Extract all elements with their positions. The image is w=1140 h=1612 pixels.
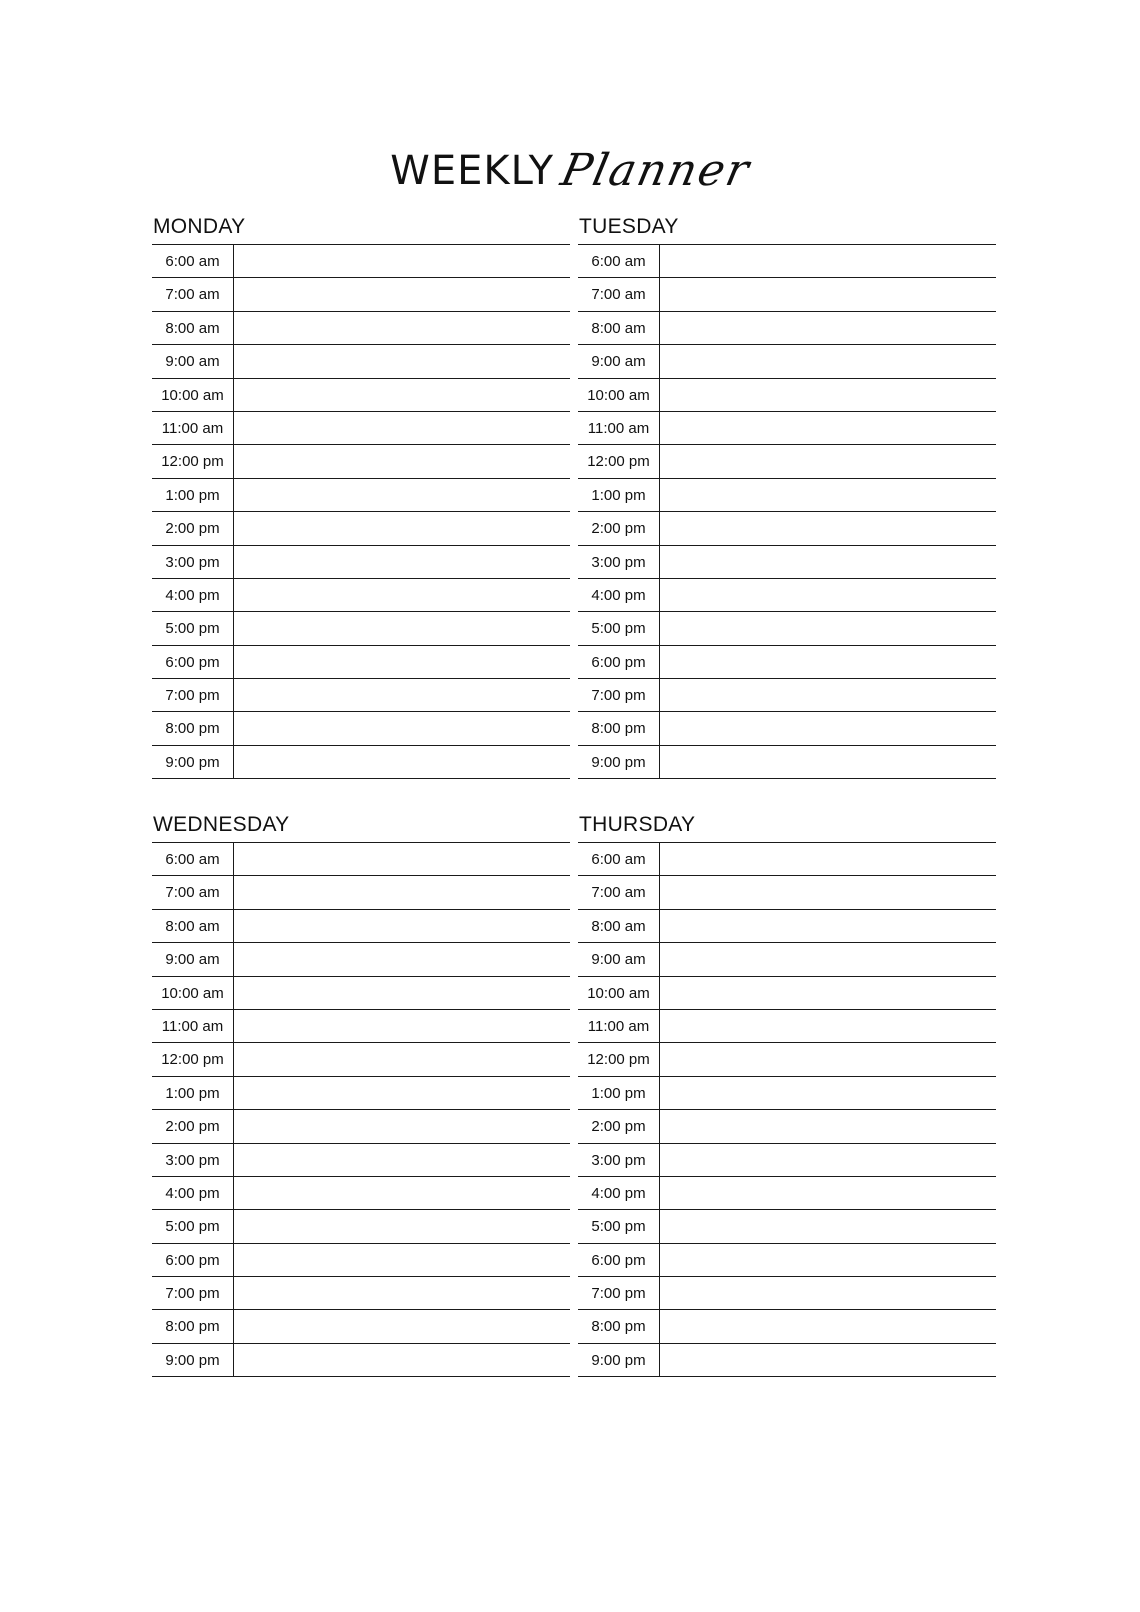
time-label: 3:00 pm xyxy=(152,546,234,578)
time-label: 4:00 pm xyxy=(152,579,234,611)
entry-slot[interactable] xyxy=(660,1144,996,1176)
time-row xyxy=(152,977,570,1010)
time-label: 2:00 pm xyxy=(578,512,660,544)
time-row xyxy=(578,746,996,779)
time-label: 6:00 am xyxy=(152,843,234,875)
time-label: 9:00 pm xyxy=(152,1344,234,1376)
entry-slot[interactable] xyxy=(234,646,570,678)
time-label: 3:00 pm xyxy=(578,1144,660,1176)
entry-slot[interactable] xyxy=(234,943,570,975)
time-row xyxy=(152,412,570,445)
time-label: 5:00 pm xyxy=(578,612,660,644)
time-label: 4:00 pm xyxy=(152,1177,234,1209)
entry-slot[interactable] xyxy=(234,278,570,310)
entry-slot[interactable] xyxy=(660,512,996,544)
entry-slot[interactable] xyxy=(660,245,996,277)
time-row xyxy=(152,379,570,412)
time-label: 8:00 am xyxy=(578,910,660,942)
time-row xyxy=(578,843,996,876)
time-rows xyxy=(152,842,570,1377)
time-label: 6:00 am xyxy=(578,245,660,277)
entry-slot[interactable] xyxy=(660,546,996,578)
time-row xyxy=(152,1077,570,1110)
time-label: 5:00 pm xyxy=(152,1210,234,1242)
time-row xyxy=(152,278,570,311)
time-label: 2:00 pm xyxy=(152,512,234,544)
entry-slot[interactable] xyxy=(234,712,570,744)
time-label: 2:00 pm xyxy=(578,1110,660,1142)
time-row xyxy=(152,1144,570,1177)
entry-slot[interactable] xyxy=(234,412,570,444)
entry-slot[interactable] xyxy=(660,843,996,875)
entry-slot[interactable] xyxy=(234,1310,570,1342)
time-row xyxy=(578,345,996,378)
entry-slot[interactable] xyxy=(234,612,570,644)
time-row xyxy=(152,312,570,345)
entry-slot[interactable] xyxy=(660,579,996,611)
entry-slot[interactable] xyxy=(660,679,996,711)
entry-slot[interactable] xyxy=(234,379,570,411)
entry-slot[interactable] xyxy=(660,1043,996,1075)
entry-slot[interactable] xyxy=(660,1310,996,1342)
entry-slot[interactable] xyxy=(660,746,996,778)
entry-slot[interactable] xyxy=(660,646,996,678)
time-label: 11:00 am xyxy=(578,1010,660,1042)
time-label: 7:00 am xyxy=(152,876,234,908)
day-block-wednesday xyxy=(152,811,570,1377)
time-label: 12:00 pm xyxy=(152,445,234,477)
time-label: 6:00 am xyxy=(578,843,660,875)
time-row xyxy=(152,1043,570,1076)
entry-slot[interactable] xyxy=(660,479,996,511)
time-row xyxy=(152,712,570,745)
time-label: 7:00 pm xyxy=(152,679,234,711)
entry-slot[interactable] xyxy=(660,712,996,744)
time-row xyxy=(578,876,996,909)
time-row xyxy=(152,1010,570,1043)
time-row xyxy=(578,512,996,545)
title-script-text: Planner xyxy=(556,145,756,196)
time-row xyxy=(578,379,996,412)
entry-slot[interactable] xyxy=(660,278,996,310)
time-row xyxy=(578,312,996,345)
time-label: 8:00 pm xyxy=(152,1310,234,1342)
entry-slot[interactable] xyxy=(234,1043,570,1075)
time-rows xyxy=(578,842,996,1377)
time-row xyxy=(152,479,570,512)
entry-slot[interactable] xyxy=(660,1344,996,1376)
time-row xyxy=(152,843,570,876)
time-label: 1:00 pm xyxy=(578,479,660,511)
time-row xyxy=(152,345,570,378)
entry-slot[interactable] xyxy=(660,977,996,1009)
time-row xyxy=(578,1177,996,1210)
time-row xyxy=(578,679,996,712)
time-label: 12:00 pm xyxy=(578,1043,660,1075)
entry-slot[interactable] xyxy=(660,1110,996,1142)
time-label: 8:00 am xyxy=(578,312,660,344)
entry-slot[interactable] xyxy=(234,746,570,778)
time-label: 10:00 am xyxy=(578,379,660,411)
time-label: 9:00 am xyxy=(578,345,660,377)
entry-slot[interactable] xyxy=(234,977,570,1009)
time-label: 9:00 am xyxy=(152,943,234,975)
day-name: MONDAY xyxy=(153,215,246,238)
time-label: 6:00 pm xyxy=(152,646,234,678)
time-label: 1:00 pm xyxy=(152,1077,234,1109)
time-row xyxy=(152,245,570,278)
entry-slot[interactable] xyxy=(234,445,570,477)
time-row xyxy=(578,1010,996,1043)
entry-slot[interactable] xyxy=(234,1177,570,1209)
entry-slot[interactable] xyxy=(660,445,996,477)
time-label: 4:00 pm xyxy=(578,1177,660,1209)
entry-slot[interactable] xyxy=(234,876,570,908)
time-row xyxy=(152,512,570,545)
time-label: 12:00 pm xyxy=(578,445,660,477)
entry-slot[interactable] xyxy=(660,910,996,942)
entry-slot[interactable] xyxy=(660,876,996,908)
time-label: 7:00 pm xyxy=(578,1277,660,1309)
time-row xyxy=(578,1210,996,1243)
entry-slot[interactable] xyxy=(234,479,570,511)
time-label: 6:00 pm xyxy=(578,646,660,678)
time-row xyxy=(578,245,996,278)
time-row xyxy=(578,278,996,311)
time-label: 3:00 pm xyxy=(578,546,660,578)
time-row xyxy=(578,1344,996,1377)
entry-slot[interactable] xyxy=(660,1244,996,1276)
time-label: 7:00 pm xyxy=(152,1277,234,1309)
time-label: 7:00 am xyxy=(152,278,234,310)
time-label: 8:00 pm xyxy=(578,712,660,744)
entry-slot[interactable] xyxy=(234,1077,570,1109)
time-row xyxy=(578,712,996,745)
entry-slot[interactable] xyxy=(234,546,570,578)
time-label: 7:00 am xyxy=(578,278,660,310)
time-label: 5:00 pm xyxy=(578,1210,660,1242)
time-label: 11:00 am xyxy=(152,412,234,444)
time-label: 8:00 am xyxy=(152,910,234,942)
time-row xyxy=(578,910,996,943)
time-label: 7:00 pm xyxy=(578,679,660,711)
day-name: TUESDAY xyxy=(579,215,679,238)
time-row xyxy=(578,646,996,679)
entry-slot[interactable] xyxy=(660,312,996,344)
time-row xyxy=(152,1310,570,1343)
time-row xyxy=(578,445,996,478)
time-label: 9:00 am xyxy=(152,345,234,377)
entry-slot[interactable] xyxy=(234,843,570,875)
time-row xyxy=(578,1277,996,1310)
time-label: 9:00 pm xyxy=(152,746,234,778)
time-row xyxy=(152,579,570,612)
time-label: 8:00 pm xyxy=(578,1310,660,1342)
time-row xyxy=(152,943,570,976)
day-block-monday xyxy=(152,213,570,779)
entry-slot[interactable] xyxy=(234,910,570,942)
entry-slot[interactable] xyxy=(660,345,996,377)
entry-slot[interactable] xyxy=(660,412,996,444)
entry-slot[interactable] xyxy=(234,1277,570,1309)
time-row xyxy=(578,479,996,512)
entry-slot[interactable] xyxy=(234,1144,570,1176)
time-row xyxy=(152,1210,570,1243)
entry-slot[interactable] xyxy=(234,1010,570,1042)
time-label: 2:00 pm xyxy=(152,1110,234,1142)
time-label: 8:00 pm xyxy=(152,712,234,744)
entry-slot[interactable] xyxy=(234,1344,570,1376)
entry-slot[interactable] xyxy=(660,379,996,411)
time-label: 5:00 pm xyxy=(152,612,234,644)
time-rows xyxy=(578,244,996,779)
time-label: 12:00 pm xyxy=(152,1043,234,1075)
time-row xyxy=(578,1144,996,1177)
time-row xyxy=(152,445,570,478)
time-rows xyxy=(152,244,570,779)
entry-slot[interactable] xyxy=(660,943,996,975)
time-label: 3:00 pm xyxy=(152,1144,234,1176)
time-row xyxy=(578,1043,996,1076)
time-label: 11:00 am xyxy=(578,412,660,444)
time-label: 7:00 am xyxy=(578,876,660,908)
time-row xyxy=(152,546,570,579)
time-row xyxy=(578,977,996,1010)
time-label: 9:00 pm xyxy=(578,746,660,778)
time-row xyxy=(152,612,570,645)
time-row xyxy=(578,612,996,645)
time-label: 10:00 am xyxy=(578,977,660,1009)
entry-slot[interactable] xyxy=(660,1010,996,1042)
time-row xyxy=(578,1244,996,1277)
entry-slot[interactable] xyxy=(234,245,570,277)
entry-slot[interactable] xyxy=(660,612,996,644)
time-row xyxy=(152,1244,570,1277)
time-label: 6:00 pm xyxy=(578,1244,660,1276)
entry-slot[interactable] xyxy=(234,1244,570,1276)
time-label: 1:00 pm xyxy=(152,479,234,511)
time-row xyxy=(152,1177,570,1210)
entry-slot[interactable] xyxy=(234,345,570,377)
entry-slot[interactable] xyxy=(660,1177,996,1209)
day-block-tuesday xyxy=(578,213,996,779)
time-label: 11:00 am xyxy=(152,1010,234,1042)
planner-title xyxy=(0,145,1140,196)
time-row xyxy=(578,579,996,612)
time-row xyxy=(152,876,570,909)
entry-slot[interactable] xyxy=(660,1210,996,1242)
time-label: 6:00 am xyxy=(152,245,234,277)
time-row xyxy=(578,1110,996,1143)
time-label: 9:00 pm xyxy=(578,1344,660,1376)
entry-slot[interactable] xyxy=(234,1210,570,1242)
time-row xyxy=(578,1077,996,1110)
time-row xyxy=(152,1110,570,1143)
entry-slot[interactable] xyxy=(660,1077,996,1109)
time-label: 8:00 am xyxy=(152,312,234,344)
time-row xyxy=(152,910,570,943)
title-main-text: WEEKLY xyxy=(390,147,555,194)
time-row xyxy=(578,1310,996,1343)
entry-slot[interactable] xyxy=(234,579,570,611)
time-label: 4:00 pm xyxy=(578,579,660,611)
time-row xyxy=(152,1344,570,1377)
time-label: 10:00 am xyxy=(152,977,234,1009)
entry-slot[interactable] xyxy=(234,679,570,711)
day-block-thursday xyxy=(578,811,996,1377)
time-row xyxy=(578,412,996,445)
entry-slot[interactable] xyxy=(234,512,570,544)
time-row xyxy=(578,546,996,579)
time-label: 9:00 am xyxy=(578,943,660,975)
time-row xyxy=(152,679,570,712)
time-label: 1:00 pm xyxy=(578,1077,660,1109)
entry-slot[interactable] xyxy=(660,1277,996,1309)
time-row xyxy=(578,943,996,976)
time-row xyxy=(152,1277,570,1310)
time-label: 10:00 am xyxy=(152,379,234,411)
time-row xyxy=(152,746,570,779)
day-name: WEDNESDAY xyxy=(153,813,290,836)
entry-slot[interactable] xyxy=(234,312,570,344)
day-name: THURSDAY xyxy=(579,813,696,836)
time-label: 6:00 pm xyxy=(152,1244,234,1276)
time-row xyxy=(152,646,570,679)
entry-slot[interactable] xyxy=(234,1110,570,1142)
